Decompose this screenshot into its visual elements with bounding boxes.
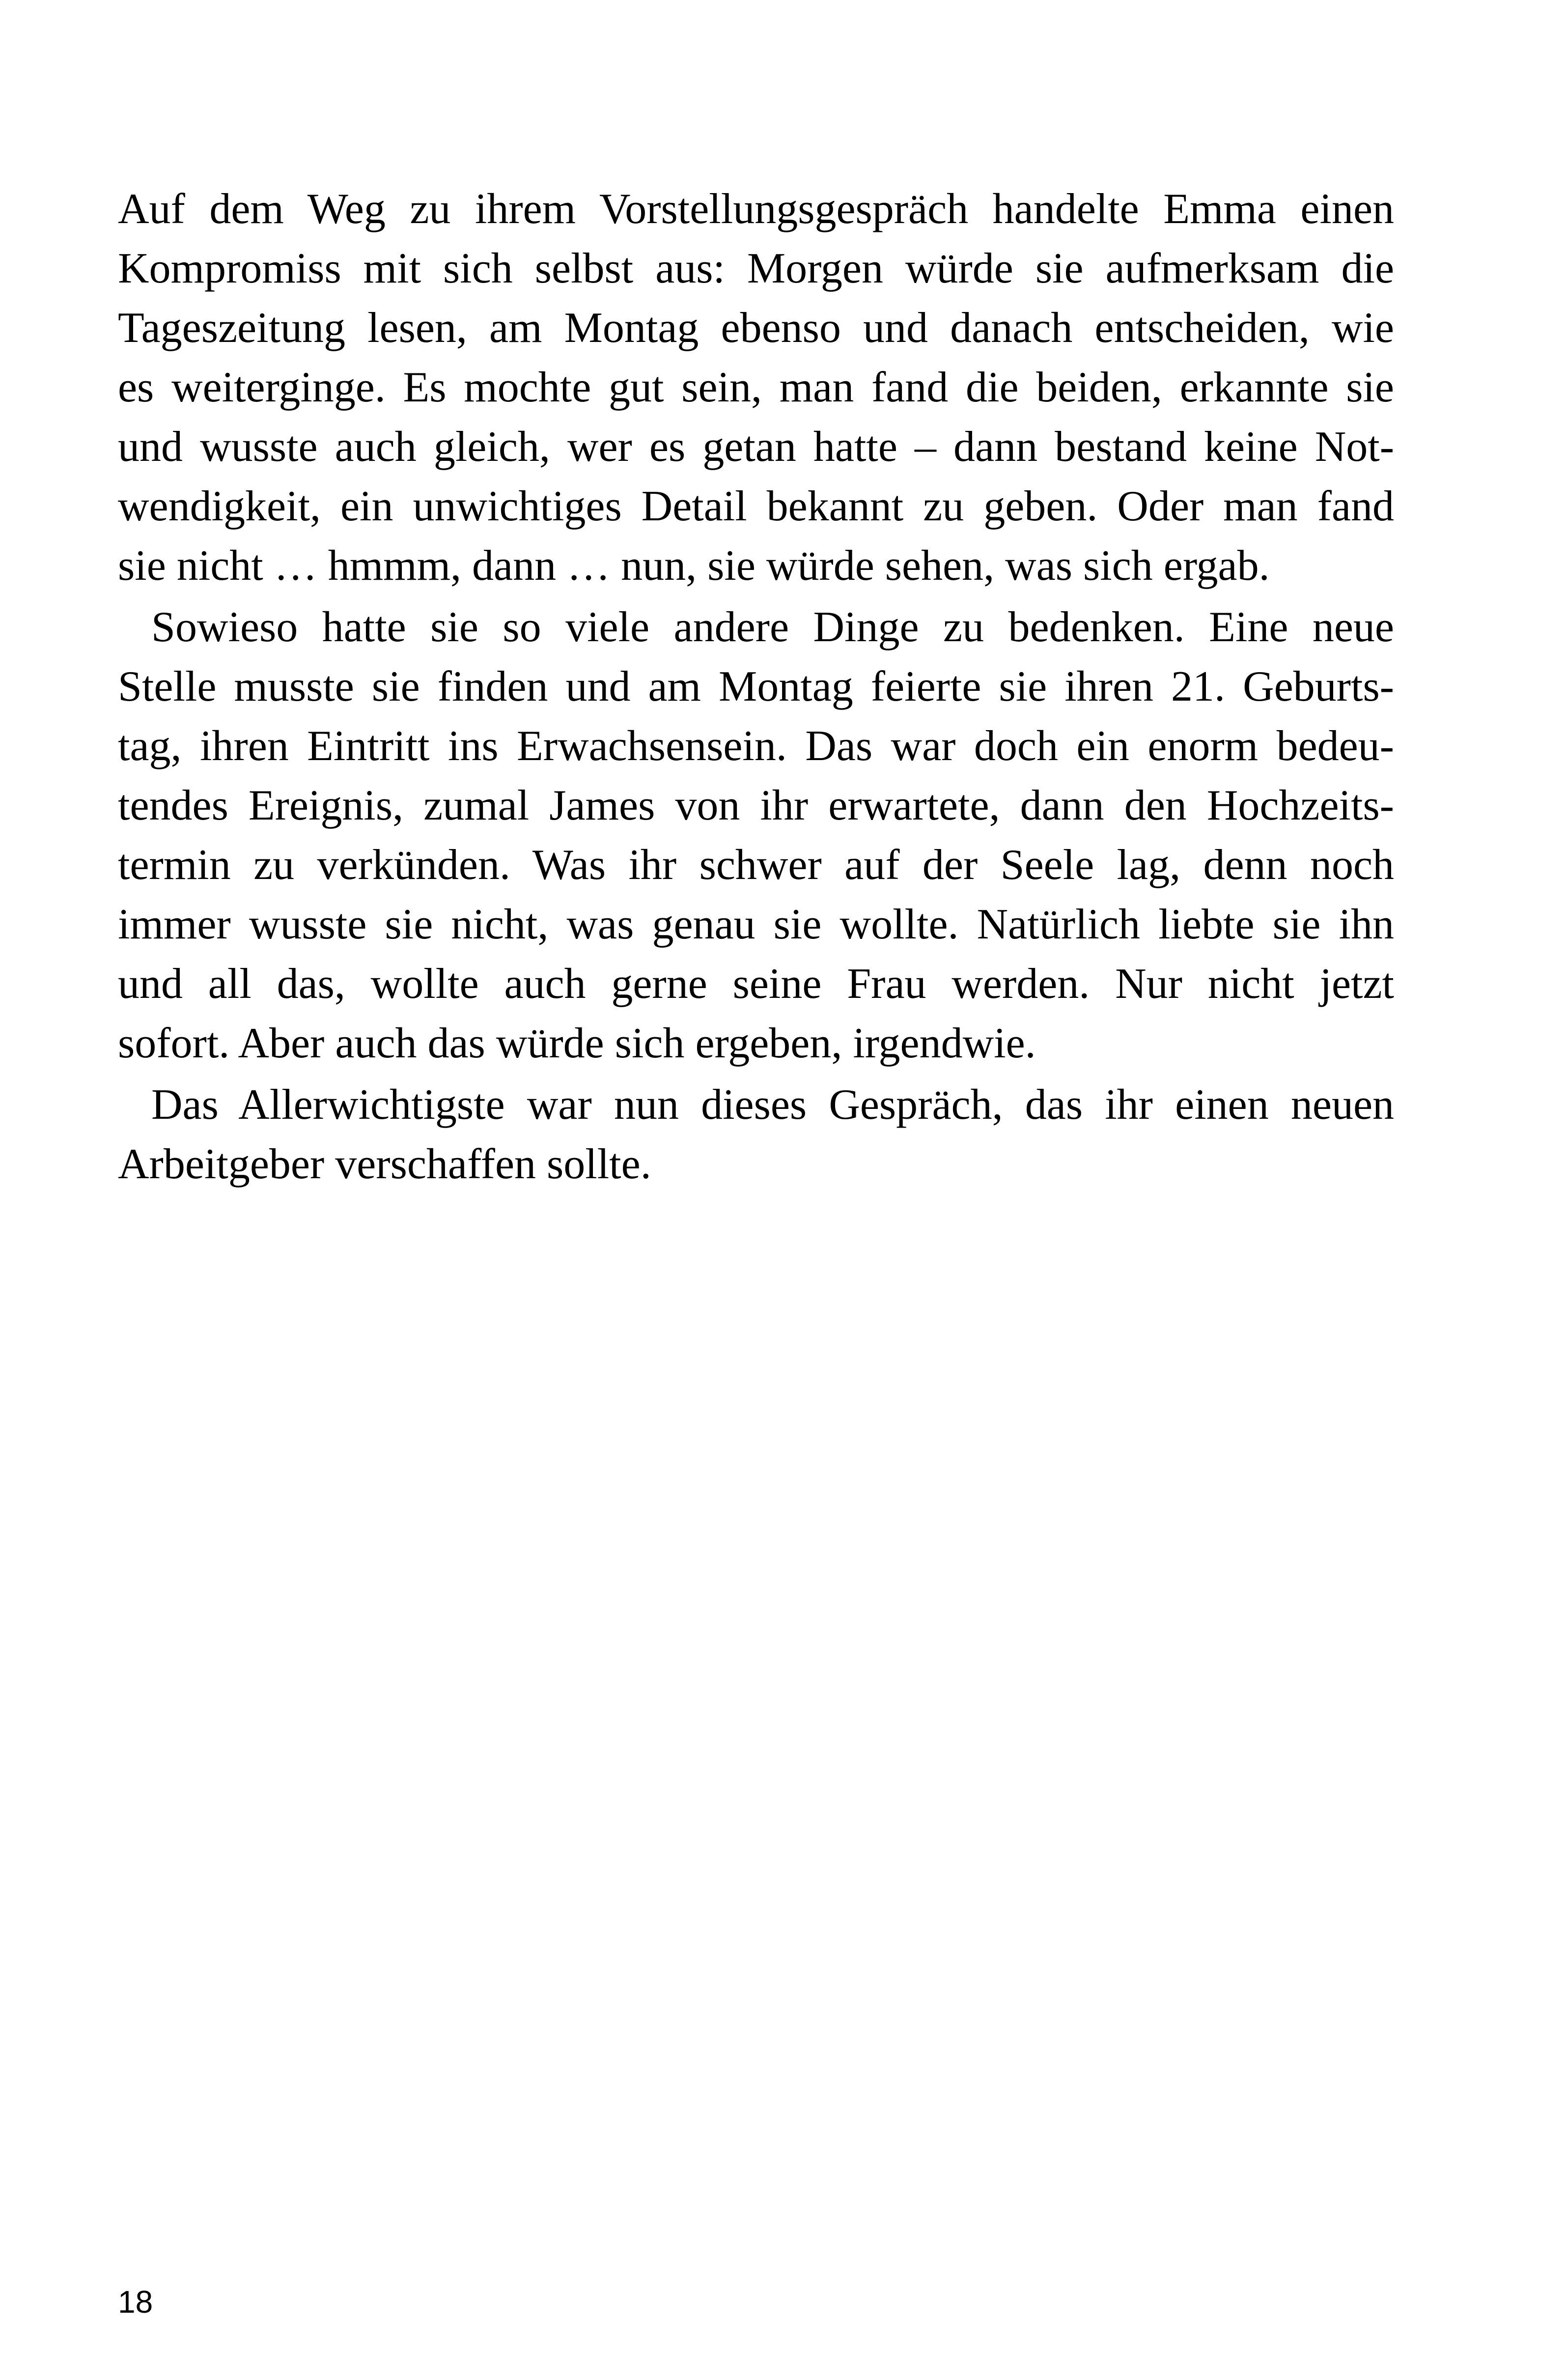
text-line: immer wusste sie nicht, was genau sie wollte. Natürlich liebte sie ihn	[118, 901, 1394, 948]
paragraph-1	[118, 179, 1394, 595]
body-text	[118, 179, 1394, 1194]
text-line: Arbeitgeber verschaffen sollte.	[118, 1140, 651, 1188]
text-line: Stelle musste sie finden und am Montag feierte sie ihren 21. Geburts-	[118, 663, 1394, 710]
text-line: sie nicht … hmmm, dann … nun, sie würde sehen, was sich ergab.	[118, 542, 1270, 590]
text-line: Das Allerwichtigste war nun dieses Gespräch, das ihr einen neuen	[151, 1081, 1394, 1129]
text-line: und all das, wollte auch gerne seine Frau werden. Nur nicht jetzt	[118, 960, 1394, 1008]
text-line: Kompromiss mit sich selbst aus: Morgen würde sie aufmerksam die	[118, 245, 1394, 292]
text-line: termin zu verkünden. Was ihr schwer auf der Seele lag, denn noch	[118, 841, 1394, 889]
text-line: tag, ihren Eintritt ins Erwachsensein. Das war doch ein enorm bedeu-	[118, 722, 1394, 770]
text-line: es weiterginge. Es mochte gut sein, man fand die beiden, erkannte sie	[118, 364, 1394, 411]
text-line: und wusste auch gleich, wer es getan hatte – dann bestand keine Not-	[118, 423, 1394, 471]
paragraph-2	[118, 597, 1394, 1073]
text-line: Sowieso hatte sie so viele andere Dinge zu bedenken. Eine neue	[151, 603, 1394, 651]
paragraph-3	[118, 1075, 1394, 1194]
text-line: tendes Ereignis, zumal James von ihr erwartete, dann den Hochzeits-	[118, 782, 1394, 829]
text-line: Tageszeitung lesen, am Montag ebenso und danach entscheiden, wie	[118, 304, 1394, 352]
text-line: wendigkeit, ein unwichtiges Detail bekannt zu geben. Oder man fand	[118, 482, 1394, 530]
text-line: sofort. Aber auch das würde sich ergeben, irgendwie.	[118, 1020, 1036, 1067]
text-line: Auf dem Weg zu ihrem Vorstellungsgespräch handelte Emma einen	[118, 185, 1394, 233]
page-number: 18	[118, 2284, 153, 2320]
